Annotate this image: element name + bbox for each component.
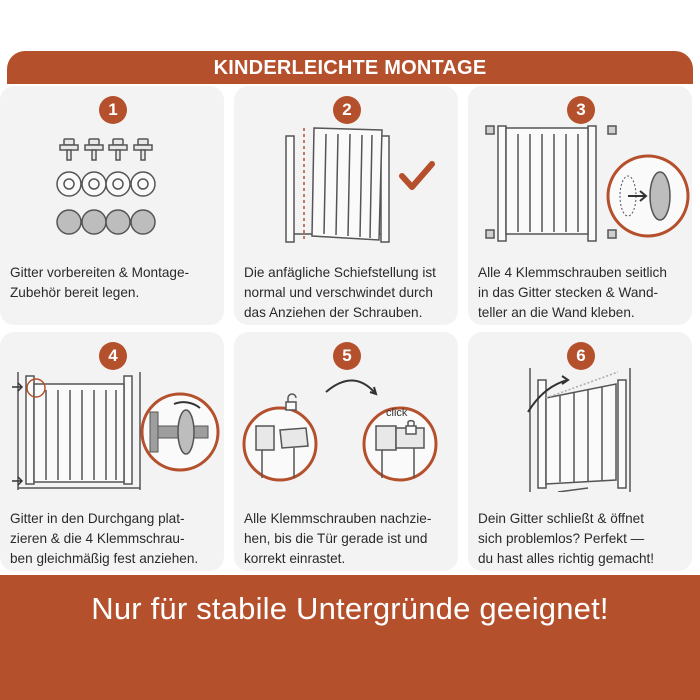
step-card-1 (0, 86, 224, 325)
screw-icon (109, 139, 127, 160)
gate-open-illustration (468, 332, 692, 492)
step-card-4 (0, 332, 224, 571)
wall-cup-icon (82, 172, 106, 196)
click-label: click (386, 407, 408, 419)
unlock-icon (286, 394, 296, 410)
step-number-badge: 4 (99, 342, 127, 370)
step-number-badge: 3 (567, 96, 595, 124)
adhesive-pad-icon (82, 210, 106, 234)
tension-screw-icon (178, 410, 194, 454)
curved-arrow-icon (326, 380, 376, 394)
wall-cup-icon (131, 172, 155, 196)
step-caption: Gitter vorbereiten & Montage- Zubehör bereit legen. (10, 265, 190, 300)
step-number-badge: 1 (99, 96, 127, 124)
gate-skew-illustration (234, 86, 458, 246)
step-caption: Die anfägliche Schiefstellung ist normal und verschwindet durch das Anziehen der Schrauben. (244, 265, 436, 320)
step-caption: Alle Klemmschrauben nachzie- hen, bis die Tür gerade ist und korrekt einrastet. (244, 511, 432, 566)
checkmark-icon (402, 164, 432, 187)
header-banner (7, 51, 693, 84)
step-card-3 (468, 86, 692, 325)
adhesive-pad-icon (57, 210, 81, 234)
adhesive-pad-icon (106, 210, 130, 234)
latch-illustration (234, 332, 458, 492)
footer-banner (0, 575, 700, 700)
adhesive-pad-icon (131, 210, 155, 234)
step-number-badge: 5 (333, 342, 361, 370)
screw-icon (60, 139, 78, 160)
wall-plate-icon (650, 172, 670, 220)
wall-cup-icon (57, 172, 81, 196)
step-caption: Gitter in den Durchgang plat- zieren & die 4 Klemmschrau- ben gleichmäßig fest anziehen. (10, 511, 199, 566)
accessories-illustration (0, 86, 224, 246)
step-card-5 (234, 332, 458, 571)
screw-icon (85, 139, 103, 160)
step-caption: Alle 4 Klemmschrauben seitlich in das Gitter stecken & Wand- teller an die Wand kleben. (478, 265, 667, 320)
wall-cup-icon (106, 172, 130, 196)
step-number-badge: 6 (567, 342, 595, 370)
screw-icon (134, 139, 152, 160)
screws-insert-illustration (468, 86, 692, 246)
footer-text: Nur für stabile Untergründe geeignet! (91, 591, 609, 626)
gate-install-illustration (0, 332, 224, 492)
header-title: KINDERLEICHTE MONTAGE (213, 57, 487, 79)
step-caption: Dein Gitter schließt & öffnet sich problemlos? Perfekt — du hast alles richtig gemacht! (478, 511, 655, 566)
step-card-2 (234, 86, 458, 325)
step-card-6 (468, 332, 692, 571)
step-number-badge: 2 (333, 96, 361, 124)
